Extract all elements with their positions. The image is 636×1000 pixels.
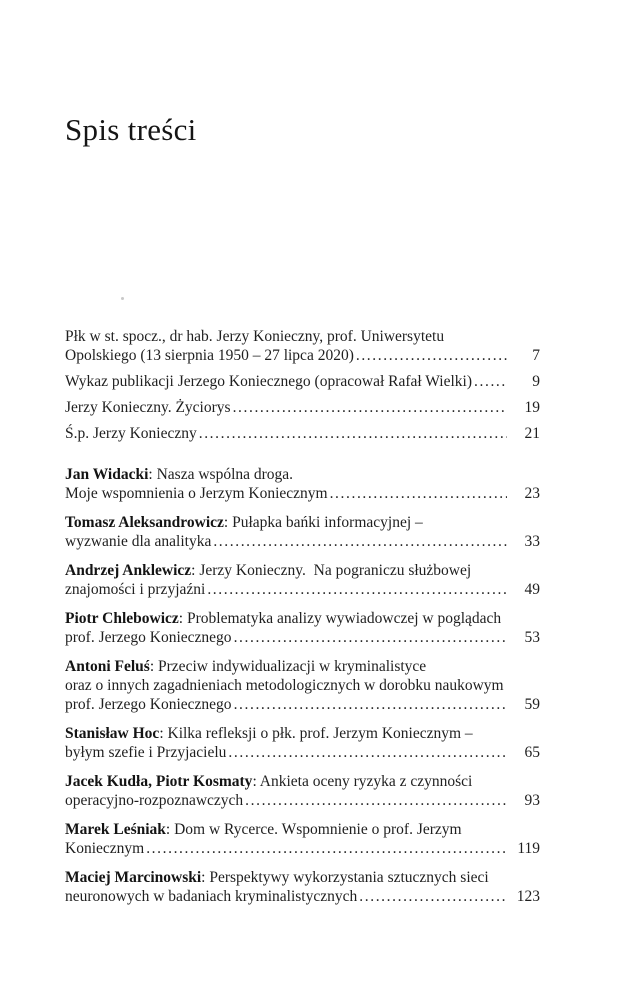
toc-entry-line (65, 372, 540, 391)
toc-entry (65, 609, 540, 647)
toc-entry-line (65, 465, 540, 484)
toc-entry-line (65, 609, 540, 628)
toc-page-number: 21 (524, 425, 540, 442)
toc-entry-text: Piotr Chlebowicz: Problematyka analizy wywiadowczej w poglądach (65, 610, 502, 627)
toc-entry-line (65, 791, 540, 810)
toc-entry-text: Antoni Feluś: Przeciw indywidualizacji w kryminalistyce (65, 658, 427, 675)
toc-dots-leader (330, 484, 507, 503)
toc-page-number: 49 (524, 581, 540, 598)
toc-entry-line (65, 839, 540, 858)
toc-page-number: 19 (524, 399, 540, 416)
toc-entry-text: byłym szefie i Przyjacielu (65, 744, 227, 761)
toc-entry-text: znajomości i przyjaźni (65, 581, 206, 598)
toc (65, 148, 540, 906)
toc-entry-text: Ś.p. Jerzy Konieczny (65, 425, 197, 442)
toc-entry (65, 372, 540, 391)
scan-speck (121, 297, 124, 300)
toc-entry-text: Andrzej Anklewicz: Jerzy Konieczny. Na pograniczu służbowej (65, 562, 472, 579)
toc-entry-text: wyzwanie dla analityka (65, 533, 212, 550)
toc-entry-line (65, 580, 540, 599)
toc-dots-leader (359, 887, 507, 906)
toc-entry-line (65, 532, 540, 551)
toc-entry-line (65, 628, 540, 647)
toc-entry-line (65, 868, 540, 887)
toc-section (65, 327, 540, 443)
toc-page-number: 119 (517, 840, 540, 857)
toc-entry-text: neuronowych w badaniach kryminalistycznych (65, 888, 358, 905)
toc-entry-line (65, 724, 540, 743)
toc-page-number: 65 (524, 744, 540, 761)
toc-entry-line (65, 513, 540, 532)
toc-entry (65, 724, 540, 762)
toc-dots-leader (474, 372, 507, 391)
toc-entry (65, 424, 540, 443)
toc-entry-line (65, 346, 540, 365)
toc-entry-text: Koniecznym (65, 840, 145, 857)
toc-entry-author: Marek Leśniak (65, 821, 166, 838)
toc-dots-leader (233, 398, 507, 417)
toc-dots-leader (356, 346, 507, 365)
toc-entry (65, 561, 540, 599)
toc-entry-line (65, 484, 540, 503)
toc-entry-text: Płk w st. spocz., dr hab. Jerzy Konieczny, prof. Uniwersytetu (65, 328, 445, 345)
toc-entry-line (65, 772, 540, 791)
toc-dots-leader (213, 532, 507, 551)
toc-entry (65, 513, 540, 551)
toc-dots-leader (207, 580, 507, 599)
toc-entry (65, 398, 540, 417)
toc-entry-text: Moje wspomnienia o Jerzym Koniecznym (65, 485, 328, 502)
toc-entry-line (65, 820, 540, 839)
toc-entry-author: Tomasz Aleksandrowicz (65, 514, 224, 531)
toc-entry-text: Opolskiego (13 sierpnia 1950 – 27 lipca 2020) (65, 347, 354, 364)
toc-page-number: 59 (524, 696, 540, 713)
toc-page-number: 53 (524, 629, 540, 646)
toc-entry (65, 820, 540, 858)
toc-entry-author: Antoni Feluś (65, 658, 150, 675)
toc-dots-leader (146, 839, 507, 858)
toc-entry-text: Marek Leśniak: Dom w Rycerce. Wspomnienie o prof. Jerzym (65, 821, 462, 838)
toc-entry-text: Wykaz publikacji Jerzego Koniecznego (opracował Rafał Wielki) (65, 373, 473, 390)
toc-entry-text: Stanisław Hoc: Kilka refleksji o płk. prof. Jerzym Koniecznym – (65, 725, 473, 742)
toc-entry-line (65, 398, 540, 417)
toc-dots-leader (245, 791, 507, 810)
page-title: Spis treści (65, 112, 197, 147)
toc-entry-author: Stanisław Hoc (65, 725, 160, 742)
toc-entry-text: prof. Jerzego Koniecznego (65, 629, 232, 646)
toc-page-number: 23 (524, 485, 540, 502)
toc-entry-line (65, 676, 540, 695)
toc-entry-author: Jacek Kudła, Piotr Kosmaty (65, 773, 253, 790)
toc-entry-author: Andrzej Anklewicz (65, 562, 192, 579)
toc-entry-text: Jerzy Konieczny. Życiorys (65, 399, 231, 416)
toc-entry-line (65, 327, 540, 346)
toc-dots-leader (234, 628, 507, 647)
toc-entry-author: Jan Widacki (65, 466, 149, 483)
toc-entry-text: oraz o innych zagadnieniach metodologicznych w dorobku naukowym (65, 677, 504, 694)
toc-entry (65, 465, 540, 503)
toc-entry-line (65, 561, 540, 580)
toc-page-number: 93 (524, 792, 540, 809)
toc-entry-line (65, 743, 540, 762)
toc-entry-author: Maciej Marcinowski (65, 869, 202, 886)
toc-entry-text: Jacek Kudła, Piotr Kosmaty: Ankieta oceny ryzyka z czynności (65, 773, 473, 790)
toc-entry-line (65, 887, 540, 906)
toc-page-number: 7 (532, 347, 540, 364)
toc-entry-author: Piotr Chlebowicz (65, 610, 179, 627)
toc-page-number: 33 (524, 533, 540, 550)
toc-entry-text: operacyjno-rozpoznawczych (65, 792, 244, 809)
toc-entry-text: Tomasz Aleksandrowicz: Pułapka bańki informacyjnej – (65, 514, 423, 531)
toc-entry (65, 327, 540, 365)
toc-entry-text: Jan Widacki: Nasza wspólna droga. (65, 466, 294, 483)
toc-dots-leader (228, 743, 507, 762)
toc-entry-line (65, 657, 540, 676)
toc-entry-line (65, 424, 540, 443)
toc-entry-line (65, 695, 540, 714)
toc-entry (65, 657, 540, 714)
toc-section (65, 465, 540, 906)
toc-entry (65, 868, 540, 906)
toc-dots-leader (234, 695, 507, 714)
toc-page-number: 9 (532, 373, 540, 390)
toc-entry-text: prof. Jerzego Koniecznego (65, 696, 232, 713)
toc-dots-leader (199, 424, 507, 443)
toc-entry-text: Maciej Marcinowski: Perspektywy wykorzystania sztucznych sieci (65, 869, 489, 886)
toc-page-number: 123 (516, 888, 540, 905)
toc-entry (65, 772, 540, 810)
